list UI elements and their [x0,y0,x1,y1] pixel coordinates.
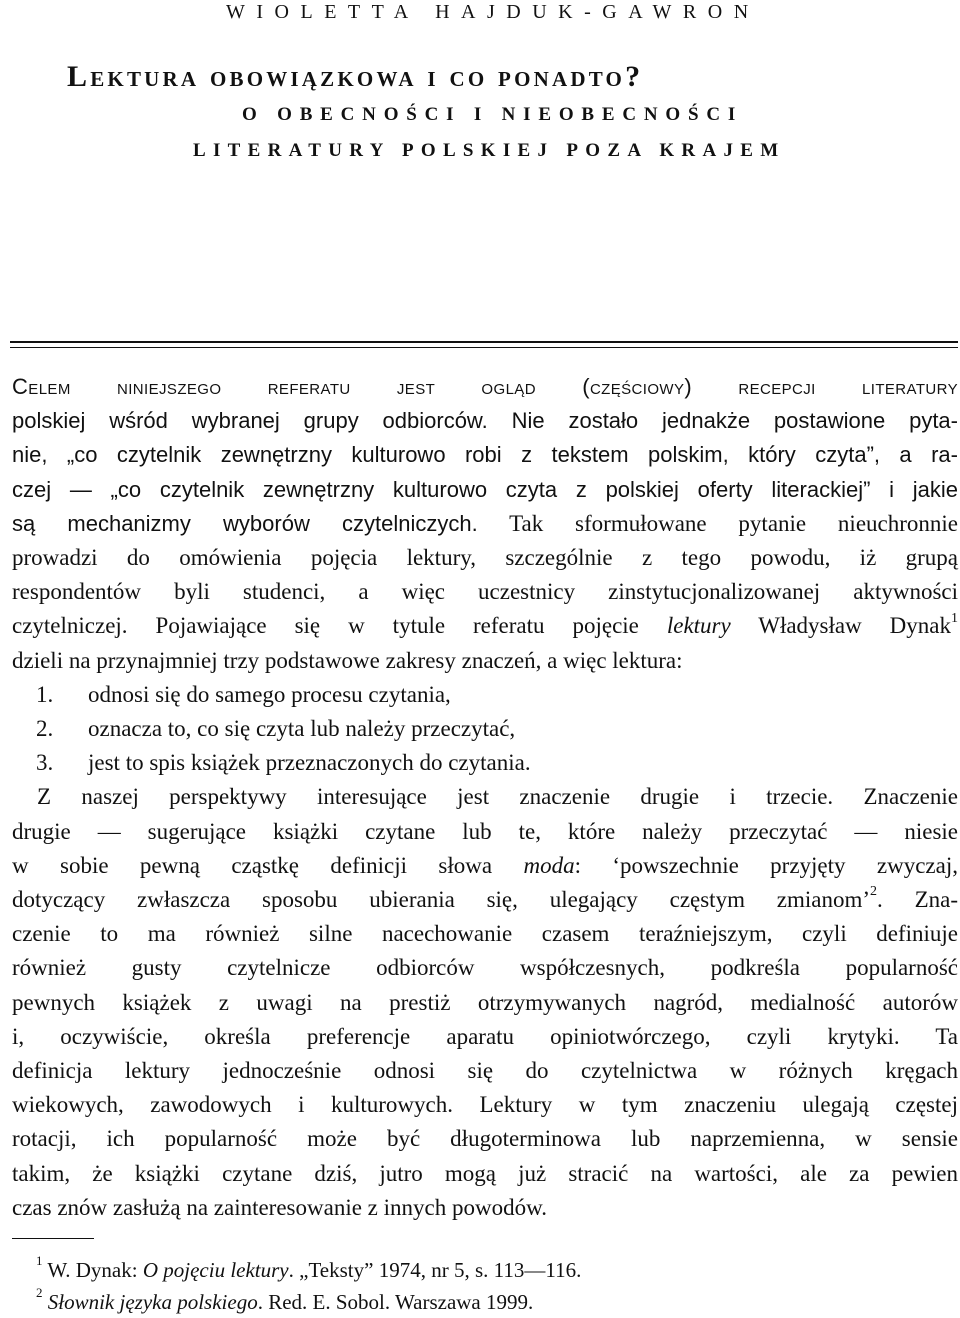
body-line: definicja lektury jednocześnie odnosi się do czytelnictwa w różnych kręgach [12,1058,958,1084]
body-text: czytelniczej. Pojawiające się w tytule referatu pojęcie [12,613,667,639]
body-line: takim, że książki czytane dziś, jutro mogą już stracić na wartości, ale za pewien [12,1160,958,1186]
body-line: prowadzi do omówienia pojęcia lektury, szczególnie z tego powodu, iż grupą [12,545,958,571]
body-text-sans: polskiej wśród wybranej grupy odbiorców. [12,408,488,434]
body-line: również gusty czytelnicze odbiorców współczesnych, podkreśla popularność [12,955,958,981]
list-item [12,746,958,780]
emphasis-term: moda [523,852,575,878]
footnote-ref[interactable]: 1 [951,610,958,626]
footnote-2 [36,1286,936,1318]
body-line: czej — „co czytelnik zewnętrzny kulturowo czyta z polskiej oferty literackiej” i jakie [12,476,958,502]
footnote-text: . Red. E. Sobol. Warszawa 1999. [257,1290,534,1314]
footnote-number: 2 [36,1285,43,1300]
list-item [12,712,958,746]
footnote-1 [36,1254,936,1286]
body-line [12,507,958,541]
footnote-title: Słownik języka polskiego [47,1290,258,1314]
author-name: WIOLETTA HAJDUK-GAWRON [226,1,760,23]
body-line [12,849,958,883]
body-line: czas znów zasłużą na zainteresowanie z innych powodów. [12,1194,547,1220]
body-text: Tak sformułowane pytanie nieuchronnie [477,510,958,536]
article-body [12,370,958,1225]
body-text: : ‘powszechnie przyjęty zwyczaj, [574,852,958,878]
body-text: dotyczący zwłaszcza sposobu ubierania się, ulegający częstym zmianom’ [12,887,871,913]
body-text: . Zna- [877,887,958,913]
body-line: nie, „co czytelnik zewnętrzny kulturowo robi z tekstem polskim, który czyta”, a ra- [12,442,958,468]
list-number: 3. [36,750,54,776]
title-divider [10,341,958,348]
footnote-title: O pojęciu lektury [142,1258,289,1282]
list-text: odnosi się do samego procesu czytania, [88,681,451,707]
body-line: pewnych książek z uwagi na prestiż otrzymywanych nagród, medialność autorów [12,989,958,1015]
footnote-text: . „Teksty” 1974, nr 5, s. 113—116. [288,1258,582,1282]
article-subtitle-line-2: LITERATURY POLSKIEJ POZA KRAJEM [193,140,786,161]
body-line [12,609,958,643]
footnote-ref[interactable]: 2 [870,884,878,900]
body-line: drugie — sugerujące książki czytane lub te, które należy przeczytać — niesie [12,818,958,844]
body-text: Władysław Dynak [730,613,951,639]
list-text: oznacza to, co się czyta lub należy przeczytać, [88,716,516,742]
article-title: Lektura obowiązkowa i co ponadto? [67,60,644,93]
body-line: czenie to ma również silne nacechowanie czasem teraźniejszym, czyli definiuje [12,921,958,947]
body-text-sans: są mechanizmy wyborów czytelniczych. [12,510,478,536]
body-line: i, oczywiście, określa preferencje aparatu opiniotwórczego, czyli krytyki. Ta [12,1023,958,1049]
footnotes [36,1254,936,1318]
body-line: Z naszej perspektywy interesujące jest znaczenie drugie i trzecie. Znaczenie [37,784,958,810]
body-line: respondentów byli studenci, a więc uczestnicy zinstytucjonalizowanej aktywności [12,579,958,605]
body-line: Celem niniejszego referatu jest ogląd (częściowy) recepcji literatury [12,374,958,399]
body-text-sans: Nie zostało jednakże postawione pyta- [487,408,958,434]
body-text: w sobie pewną cząstkę definicji słowa [12,852,524,878]
body-line [12,883,958,917]
body-line: rotacji, ich popularność może być długoterminowa lub naprzemienna, w sensie [12,1126,958,1152]
body-line: wiekowych, zawodowych i kulturowych. Lektury w tym znaczeniu ulegają częstej [12,1092,958,1118]
body-line: dzieli na przynajmniej trzy podstawowe zakresy znaczeń, a więc lektura: [12,647,683,673]
emphasis-term: lektury [666,613,731,639]
footnote-divider [12,1238,94,1239]
list-text: jest to spis książek przeznaczonych do czytania. [88,750,531,776]
list-item [12,678,958,712]
footnote-text: W. Dynak: [42,1258,143,1282]
body-line [12,404,958,438]
list-number: 2. [36,716,54,742]
list-number: 1. [36,681,54,707]
article-subtitle-line-1: O OBECNOŚCI I NIEOBECNOŚCI [242,104,744,125]
footnote-number: 1 [36,1253,43,1268]
